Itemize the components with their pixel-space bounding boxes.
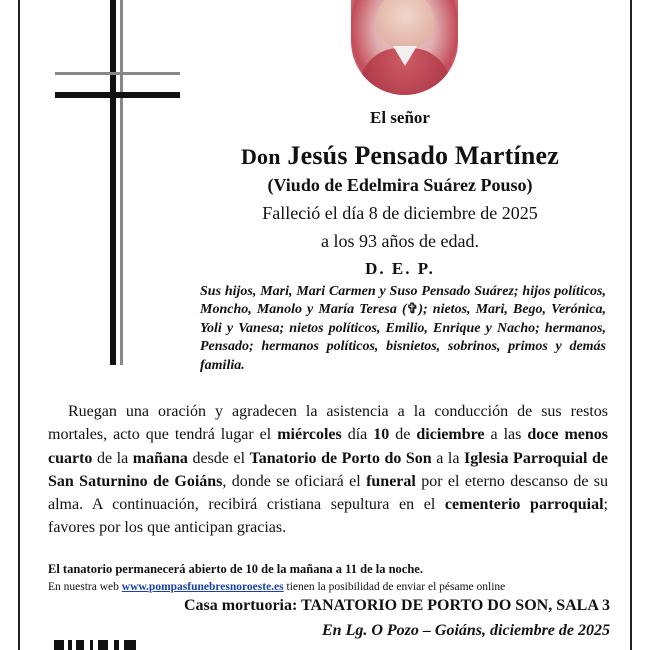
deceased-name: [200, 141, 600, 171]
web-text-before: En nuestra web: [48, 581, 122, 593]
death-date: Falleció el día 8 de diciembre de 2025: [262, 203, 538, 223]
web-note: [48, 581, 608, 593]
tanatorio-hours: El tanatorio permanecerá abierto de 10 de la mañana a 11 de la noche.: [48, 562, 423, 576]
family-text-1: Sus hijos, Mari, Mari Carmen y Suso Pensado Suárez; hijos políticos, Moncho, Manolo y María Teresa (: [200, 284, 606, 318]
service-paragraph: Ruegan una oración y agradecen la asistencia a la conducción de sus restos mortales, acto que tendrá lugar el miércoles día 10 de diciembre a las doce menos cuarto de la mañana desde el Tanatorio de Porto do Son a la Iglesia Parroquial de San Saturnino de Goiáns, donde se oficiará el funeral por el eterno descanso de su alma. A continuación, recibirá cristiana sepultura en el cementerio parroquial; favores por los que anticipan gracias.: [48, 403, 609, 537]
name-full: Jesús Pensado Martínez: [287, 141, 560, 170]
family-text-2: ); nietos, Mari, Bego, Verónica, Yoli y Vanesa; nietos políticos, Emilio, Enrique y Nacho; hermanos, Pensado; hermanos políticos, bisnietos, sobrinos, primos y demás familia.: [200, 302, 606, 373]
web-text-after: tienen la posibilidad de enviar el pésame online: [283, 581, 506, 593]
left-border-line: [18, 0, 20, 650]
family-list: [200, 283, 606, 375]
rest-in-peace: D. E. P.: [365, 259, 435, 278]
website-link[interactable]: www.pompasfunebresnoroeste.es: [121, 581, 284, 593]
name-prefix: Don: [240, 144, 281, 169]
place-and-date: En Lg. O Pozo – Goiáns, diciembre de 2025: [322, 622, 610, 639]
cross-symbol-icon: ✞: [406, 302, 419, 318]
deceased-photo: [351, 0, 458, 95]
cross-icon: [55, 0, 185, 365]
casa-mortuoria: Casa mortuoria: TANATORIO DE PORTO DO SON, SALA 3: [184, 597, 610, 614]
widower-of: (Viudo de Edelmira Suárez Pouso): [267, 175, 533, 195]
heading-el-senor: El señor: [370, 108, 430, 127]
qr-code-icon: [54, 640, 144, 650]
right-border-line: [630, 0, 632, 650]
age-at-death: a los 93 años de edad.: [321, 231, 479, 251]
